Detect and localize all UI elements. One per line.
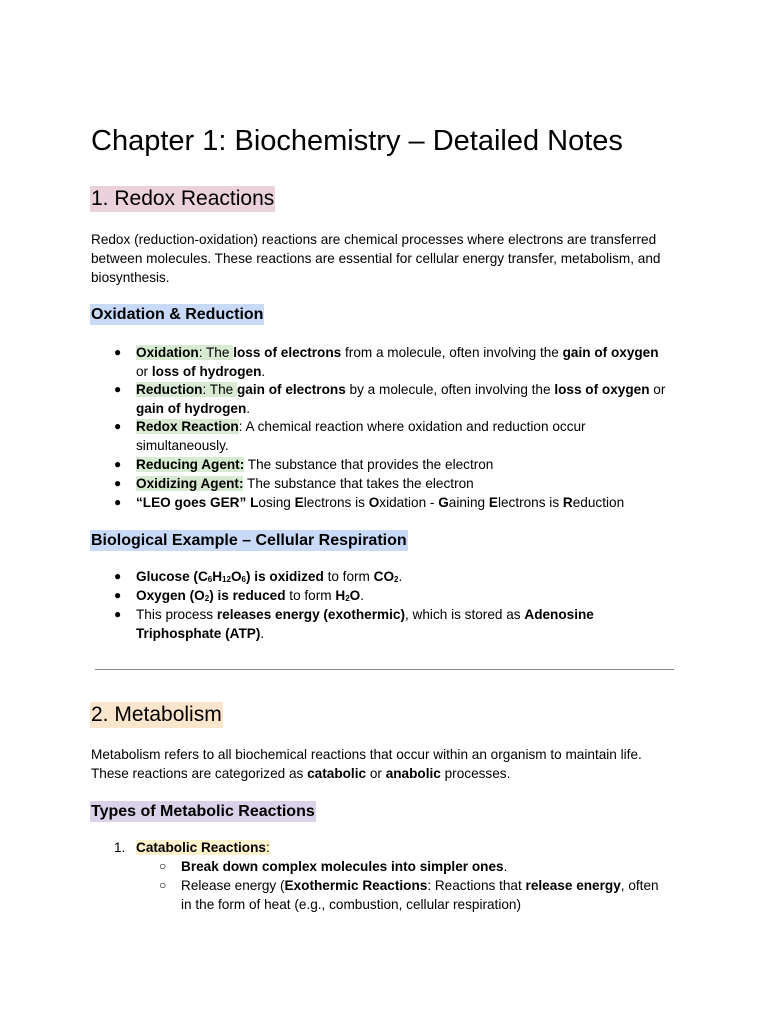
bullet-icon: ● bbox=[114, 345, 122, 359]
sublist-item-release-energy-cont: in the form of heat (e.g., combustion, cellular respiration) bbox=[181, 897, 522, 912]
section-heading-metabolism: 2. Metabolism bbox=[91, 703, 222, 726]
bullet-icon: ● bbox=[114, 495, 122, 509]
bullet-icon: ● bbox=[114, 382, 122, 396]
bullet-icon: ● bbox=[114, 457, 122, 471]
subheading-types-metabolic: Types of Metabolic Reactions bbox=[91, 803, 315, 820]
page-title: Chapter 1: Biochemistry – Detailed Notes bbox=[91, 125, 623, 157]
list-number: 1. bbox=[114, 840, 126, 855]
metabolism-intro-line-1: Metabolism refers to all biochemical reactions that occur within an organism to maintain life. bbox=[91, 747, 642, 762]
list-item-redox-reaction-cont: simultaneously. bbox=[136, 438, 229, 453]
bullet-icon: ● bbox=[114, 607, 122, 621]
list-item-leo-mnemonic: “LEO goes GER” Losing Electrons is Oxidation - Gaining Electrons is Reduction bbox=[136, 495, 625, 510]
subheading-cellular-respiration: Biological Example – Cellular Respiration bbox=[91, 532, 407, 549]
redox-intro-line-3: biosynthesis. bbox=[91, 270, 170, 285]
list-item-redox-reaction: Redox Reaction: A chemical reaction where oxidation and reduction occur bbox=[136, 419, 586, 434]
circle-bullet-icon: ○ bbox=[159, 859, 167, 873]
list-item-reduction: Reduction: The gain of electrons by a molecule, often involving the loss of oxygen or bbox=[136, 382, 666, 397]
list-item-oxidation-cont: or loss of hydrogen. bbox=[136, 364, 266, 379]
list-item-reduction-cont: gain of hydrogen. bbox=[136, 401, 251, 416]
section-divider bbox=[95, 669, 674, 670]
bullet-icon: ● bbox=[114, 419, 122, 433]
bullet-icon: ● bbox=[114, 476, 122, 490]
list-item-reducing-agent: Reducing Agent: The substance that provides the electron bbox=[136, 457, 494, 472]
list-item-process-cont: Triphosphate (ATP). bbox=[136, 626, 265, 641]
list-item-oxidizing-agent: Oxidizing Agent: The substance that takes the electron bbox=[136, 476, 474, 491]
redox-intro-line-2: between molecules. These reactions are essential for cellular energy transfer, metabolism, and bbox=[91, 251, 661, 266]
redox-intro-line-1: Redox (reduction-oxidation) reactions are chemical processes where electrons are transferred bbox=[91, 232, 657, 247]
sublist-item-release-energy: Release energy (Exothermic Reactions: Reactions that release energy, often bbox=[181, 878, 659, 893]
sublist-item-break-down: Break down complex molecules into simpler ones. bbox=[181, 859, 508, 874]
circle-bullet-icon: ○ bbox=[159, 878, 167, 892]
bullet-icon: ● bbox=[114, 569, 122, 583]
list-item-glucose: Glucose $(C_6H_{12}O_6)$ is oxidized to form $CO_2$. bbox=[136, 569, 403, 584]
list-item-oxygen: Oxygen $(O_2)$ is reduced to form $H_2O$. bbox=[136, 588, 365, 603]
section-heading-redox: 1. Redox Reactions bbox=[91, 187, 275, 210]
subheading-oxidation-reduction: Oxidation & Reduction bbox=[91, 306, 264, 323]
list-item-process: This process releases energy (exothermic), which is stored as Adenosine bbox=[136, 607, 594, 622]
list-item-catabolic: Catabolic Reactions: bbox=[136, 840, 270, 855]
metabolism-intro-line-2: These reactions are categorized as catabolic or anabolic processes. bbox=[91, 766, 511, 781]
list-item-oxidation: Oxidation: The loss of electrons from a molecule, often involving the gain of oxygen bbox=[136, 345, 659, 360]
bullet-icon: ● bbox=[114, 588, 122, 602]
